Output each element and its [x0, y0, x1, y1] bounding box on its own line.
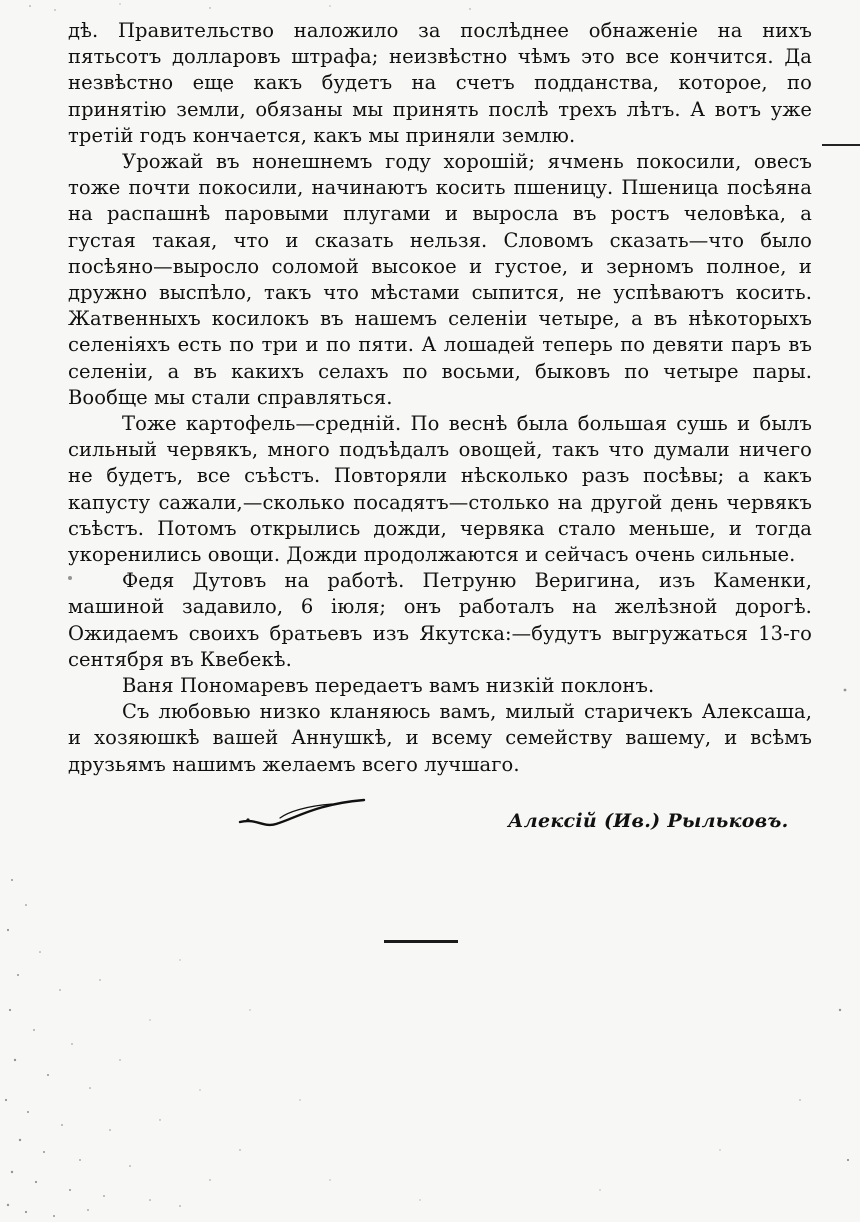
- paragraph-4: Федя Дутовъ на работѣ. Петруню Веригина, изъ Каменки, машиной задавило, 6 іюля; онъ работалъ на желѣзной дорогѣ. Ожидаемъ своихъ братьевъ изъ Якутска:—будутъ выгружаться 13-го сентября въ Квебекѣ.: [68, 569, 812, 671]
- paragraph-3: Тоже картофель—средній. По веснѣ была большая сушь и былъ сильный червякъ, много подъѣдалъ овощей, такъ что думали ничего не будетъ, все съѣстъ. Повторяли нѣсколько разъ посѣвы; а какъ капусту сажали,—сколько посадятъ—столько на другой день червякъ съѣстъ. Потомъ открылись дожди, червяка стало меньше, и тогда укоренились овощи. Дожди продолжаются и сейчасъ очень сильные.: [68, 412, 812, 567]
- paragraph-5: Ваня Пономаревъ передаетъ вамъ низкій поклонъ.: [122, 674, 655, 698]
- letter-body: [68, 18, 812, 778]
- margin-rule: [822, 144, 860, 146]
- end-rule: [384, 940, 458, 943]
- paragraph-1: дѣ. Правительство наложило за послѣднее обнаженіе на нихъ пятьсотъ долларовъ штрафа; неизвѣстно чѣмъ это все кончится. Да незвѣстно еще какъ будетъ на счетъ подданства, которое, по принятію земли, обязаны мы принять послѣ трехъ лѣтъ. А вотъ уже третій годъ кончается, какъ мы приняли землю.: [68, 19, 812, 147]
- flourish-ornament: [236, 788, 376, 834]
- paragraph-6: Съ любовью низко кланяюсь вамъ, милый старичекъ Алексаша, и хозяюшкѣ вашей Аннушкѣ, и всему семейству вашему, и всѣмъ друзьямъ нашимъ желаемъ всего лучшаго.: [68, 700, 812, 776]
- signature: Алексій (Ив.) Рыльковъ.: [508, 810, 789, 832]
- paragraph-2: Урожай въ нонешнемъ году хорошій; ячмень покосили, овесъ тоже почти покосили, начинаютъ косить пшеницу. Пшеница посѣяна на распашнѣ паровыми плугами и выросла въ ростъ человѣка, а густая такая, что и сказать нельзя. Словомъ сказать—что было посѣяно—выросло соломой высокое и густое, и зерномъ полное, и дружно выспѣло, такъ что мѣстами сыпится, не успѣваютъ косить. Жатвенныхъ косилокъ въ нашемъ селеніи четыре, а въ нѣкоторыхъ селеніяхъ есть по три и по пяти. А лошадей теперь по девяти паръ въ селеніи, а въ какихъ селахъ по восьми, быковъ по четыре пары. Вообще мы стали справляться.: [68, 150, 812, 409]
